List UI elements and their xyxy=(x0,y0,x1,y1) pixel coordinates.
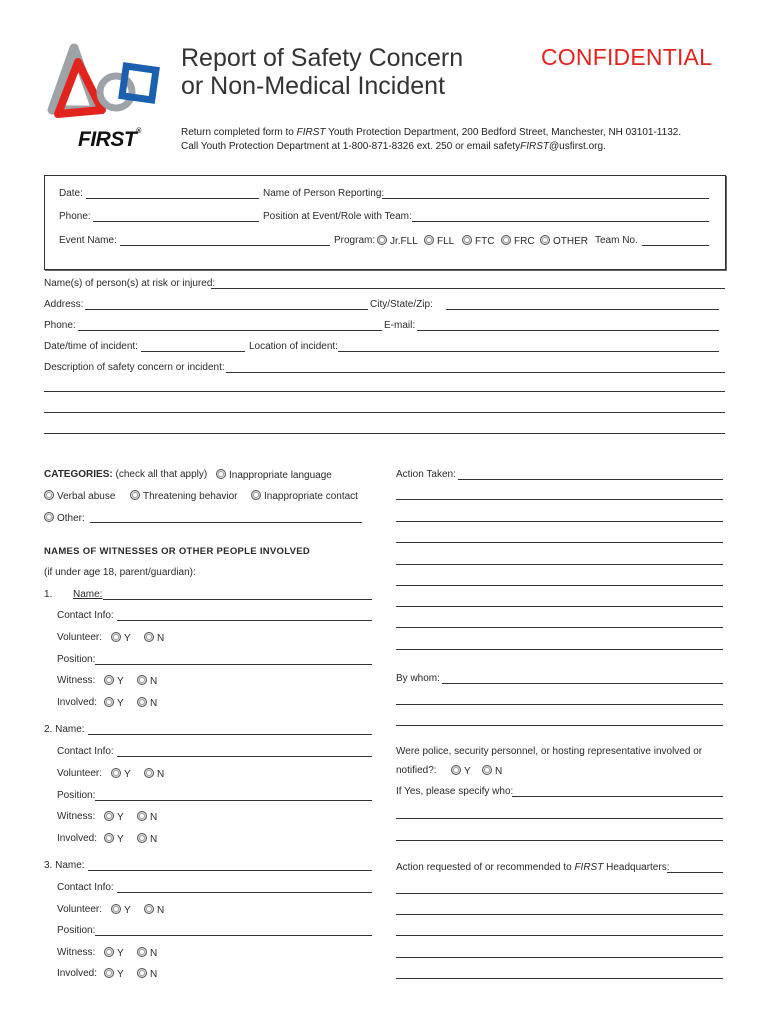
return-instructions: Return completed form to FIRST Youth Protection Department, 200 Bedford Street, Manchester, NH 03101-1132. Call Youth Protection Department at 1-800-871-8326 ext. 250 or email safetyFIRST@usfirst.org. xyxy=(181,127,682,152)
witness-1-involved-label: Involved: xyxy=(57,697,98,708)
police-question-cont: notified?: xyxy=(396,765,437,776)
witness-1-name-label: Name: xyxy=(73,589,103,600)
witness-1-volunteer-no[interactable]: N xyxy=(144,632,164,644)
witness-3-witness-yes[interactable]: Y xyxy=(104,947,124,959)
yes-specify-field[interactable] xyxy=(512,796,723,797)
radio-icon xyxy=(137,968,147,978)
witness-1-involved-yes[interactable]: Y xyxy=(104,697,124,709)
position-role-label: Position at Event/Role with Team: xyxy=(263,211,412,222)
radio-icon xyxy=(44,490,54,500)
witness-1-position-label: Position: xyxy=(57,654,96,665)
radio-icon xyxy=(137,697,147,707)
radio-icon xyxy=(104,675,114,685)
witness-3-contact-label: Contact Info: xyxy=(57,882,114,893)
yes-specify-label: If Yes, please specify who: xyxy=(396,786,514,797)
location-label: Location of incident: xyxy=(249,341,338,352)
radio-icon xyxy=(451,765,461,775)
witness-2-witness-no[interactable]: N xyxy=(137,811,157,823)
action-requested-line[interactable] xyxy=(396,978,723,979)
category-inappropriate-contact[interactable]: Inappropriate contact xyxy=(251,490,358,502)
witness-1-volunteer-label: Volunteer: xyxy=(57,632,103,643)
action-requested-line[interactable] xyxy=(396,935,723,936)
radio-icon xyxy=(144,632,154,642)
witness-1-number: 1. xyxy=(44,589,53,600)
witness-3-involved-no[interactable]: N xyxy=(137,968,157,980)
categories-heading: CATEGORIES: (check all that apply) xyxy=(44,469,208,480)
by-whom-line[interactable] xyxy=(396,725,723,726)
radio-icon xyxy=(104,968,114,978)
radio-icon xyxy=(137,675,147,685)
first-logo-mark-icon xyxy=(40,40,170,130)
action-taken-line[interactable] xyxy=(396,564,723,565)
witness-2-position-label: Position: xyxy=(57,790,96,801)
action-taken-line[interactable] xyxy=(396,521,723,522)
radio-icon xyxy=(137,947,147,957)
by-whom-field[interactable] xyxy=(442,683,723,684)
event-name-field[interactable] xyxy=(120,245,330,246)
witness-3-contact-field[interactable] xyxy=(117,892,372,893)
witness-2-involved-no[interactable]: N xyxy=(137,833,157,845)
radio-icon xyxy=(216,469,226,479)
witness-1-contact-label: Contact Info: xyxy=(57,610,114,621)
category-other[interactable]: Other: xyxy=(44,512,85,524)
witness-1-volunteer-yes[interactable]: Y xyxy=(111,632,131,644)
radio-icon xyxy=(137,833,147,843)
witness-2-contact-label: Contact Info: xyxy=(57,746,114,757)
witness-2-involved-yes[interactable]: Y xyxy=(104,833,124,845)
witness-3-volunteer-yes[interactable]: Y xyxy=(111,904,131,916)
event-phone-label: Phone: xyxy=(59,211,91,222)
radio-icon xyxy=(111,768,121,778)
radio-icon xyxy=(44,512,54,522)
witness-2-name-label: 2. Name: xyxy=(44,724,85,735)
witness-1-name-field[interactable] xyxy=(103,599,372,600)
by-whom-label: By whom: xyxy=(396,673,440,684)
witness-2-volunteer-label: Volunteer: xyxy=(57,768,103,779)
person-phone-label: Phone: xyxy=(44,320,76,331)
position-role-field[interactable] xyxy=(412,221,709,222)
action-taken-label: Action Taken: xyxy=(396,469,456,480)
team-no-label: Team No. xyxy=(595,235,638,246)
category-inappropriate-language[interactable]: Inappropriate language xyxy=(216,469,332,481)
first-logo xyxy=(40,40,170,165)
action-taken-line[interactable] xyxy=(396,627,723,628)
radio-icon xyxy=(137,811,147,821)
radio-icon xyxy=(104,811,114,821)
program-jrfll-option[interactable]: Jr.FLL xyxy=(377,235,418,247)
witnesses-note: (if under age 18, parent/guardian): xyxy=(44,567,196,578)
witness-3-name-label: 3. Name: xyxy=(44,860,85,871)
action-taken-line[interactable] xyxy=(396,499,723,500)
location-field[interactable] xyxy=(338,351,719,352)
person-phone-field[interactable] xyxy=(78,330,382,331)
program-frc-option[interactable]: FRC xyxy=(501,235,535,247)
yes-specify-line[interactable] xyxy=(396,818,723,819)
witness-3-volunteer-label: Volunteer: xyxy=(57,904,103,915)
witness-1-contact-field[interactable] xyxy=(117,620,372,621)
witness-3-name-field[interactable] xyxy=(88,870,372,871)
witness-3-witness-label: Witness: xyxy=(57,947,96,958)
city-state-zip-label: City/State/Zip: xyxy=(370,299,433,310)
witness-2-witness-label: Witness: xyxy=(57,811,96,822)
program-other-option[interactable]: OTHER xyxy=(540,235,588,247)
action-taken-line[interactable] xyxy=(396,542,723,543)
action-taken-line[interactable] xyxy=(396,649,723,650)
action-taken-line[interactable] xyxy=(396,585,723,586)
program-ftc-option[interactable]: FTC xyxy=(462,235,494,247)
persons-at-risk-field[interactable] xyxy=(211,288,725,289)
category-other-field[interactable] xyxy=(90,522,362,523)
radio-icon xyxy=(130,490,140,500)
witness-3-witness-no[interactable]: N xyxy=(137,947,157,959)
radio-icon xyxy=(144,768,154,778)
category-verbal-abuse[interactable]: Verbal abuse xyxy=(44,490,115,502)
witness-2-volunteer-yes[interactable]: Y xyxy=(111,768,131,780)
first-wordmark: FIRST® xyxy=(78,128,141,151)
radio-icon xyxy=(482,765,492,775)
witness-2-involved-label: Involved: xyxy=(57,833,98,844)
action-requested-field[interactable] xyxy=(667,872,723,873)
witnesses-heading: NAMES OF WITNESSES OR OTHER PEOPLE INVOLVED xyxy=(44,546,311,557)
city-state-zip-field[interactable] xyxy=(446,309,719,310)
datetime-label: Date/time of incident: xyxy=(44,341,138,352)
program-label: Program: xyxy=(334,235,376,246)
event-name-label: Event Name: xyxy=(59,235,117,246)
witness-2-contact-field[interactable] xyxy=(117,756,372,757)
name-reporting-field[interactable] xyxy=(382,198,709,199)
witness-3-volunteer-no[interactable]: N xyxy=(144,904,164,916)
confidential-label: CONFIDENTIAL xyxy=(541,44,713,70)
radio-icon xyxy=(104,697,114,707)
witness-1-witness-yes[interactable]: Y xyxy=(104,675,124,687)
email-field[interactable] xyxy=(417,330,719,331)
radio-icon xyxy=(540,235,550,245)
email-label: E-mail: xyxy=(384,320,416,331)
witness-2-volunteer-no[interactable]: N xyxy=(144,768,164,780)
witness-3-position-label: Position: xyxy=(57,925,96,936)
action-taken-line[interactable] xyxy=(396,606,723,607)
witness-1-involved-no[interactable]: N xyxy=(137,697,157,709)
description-field[interactable] xyxy=(226,372,725,373)
radio-icon xyxy=(104,833,114,843)
page-title: Report of Safety Concern or Non-Medical Incident xyxy=(181,44,464,100)
radio-icon xyxy=(462,235,472,245)
radio-icon xyxy=(251,490,261,500)
persons-at-risk-label: Name(s) of person(s) at risk or injured: xyxy=(44,278,216,289)
action-requested-line[interactable] xyxy=(396,893,723,894)
police-no[interactable]: N xyxy=(482,765,502,777)
address-field[interactable] xyxy=(85,309,368,310)
yes-specify-line[interactable] xyxy=(396,840,723,841)
event-info-box xyxy=(44,175,726,270)
witness-3-position-field[interactable] xyxy=(95,935,372,936)
category-threatening[interactable]: Threatening behavior xyxy=(130,490,238,502)
witness-1-position-field[interactable] xyxy=(95,664,372,665)
description-line[interactable] xyxy=(44,412,725,413)
radio-icon xyxy=(144,904,154,914)
police-question: Were police, security personnel, or hosting representative involved or xyxy=(396,746,703,757)
witness-2-name-field[interactable] xyxy=(88,734,372,735)
description-label: Description of safety concern or incident: xyxy=(44,362,225,373)
action-taken-field[interactable] xyxy=(458,479,723,480)
name-reporting-label: Name of Person Reporting: xyxy=(263,188,385,199)
witness-2-witness-yes[interactable]: Y xyxy=(104,811,124,823)
address-label: Address: xyxy=(44,299,84,310)
radio-icon xyxy=(104,947,114,957)
radio-icon xyxy=(111,904,121,914)
witness-1-witness-no[interactable]: N xyxy=(137,675,157,687)
police-yes[interactable]: Y xyxy=(451,765,471,777)
witness-1-witness-label: Witness: xyxy=(57,675,96,686)
date-field[interactable] xyxy=(86,198,259,199)
action-requested-line[interactable] xyxy=(396,914,723,915)
description-line[interactable] xyxy=(44,433,725,434)
description-line[interactable] xyxy=(44,391,725,392)
witness-3-involved-label: Involved: xyxy=(57,968,98,979)
radio-icon xyxy=(377,235,387,245)
by-whom-line[interactable] xyxy=(396,704,723,705)
team-no-field[interactable] xyxy=(642,245,709,246)
witness-2-position-field[interactable] xyxy=(95,800,372,801)
program-fll-option[interactable]: FLL xyxy=(424,235,454,247)
radio-icon xyxy=(424,235,434,245)
witness-3-involved-yes[interactable]: Y xyxy=(104,968,124,980)
datetime-field[interactable] xyxy=(141,351,245,352)
action-requested-label: Action requested of or recommended to FIRST Headquarters: xyxy=(396,862,670,873)
date-label: Date: xyxy=(59,188,83,199)
radio-icon xyxy=(501,235,511,245)
action-requested-line[interactable] xyxy=(396,957,723,958)
radio-icon xyxy=(111,632,121,642)
event-phone-field[interactable] xyxy=(93,221,259,222)
